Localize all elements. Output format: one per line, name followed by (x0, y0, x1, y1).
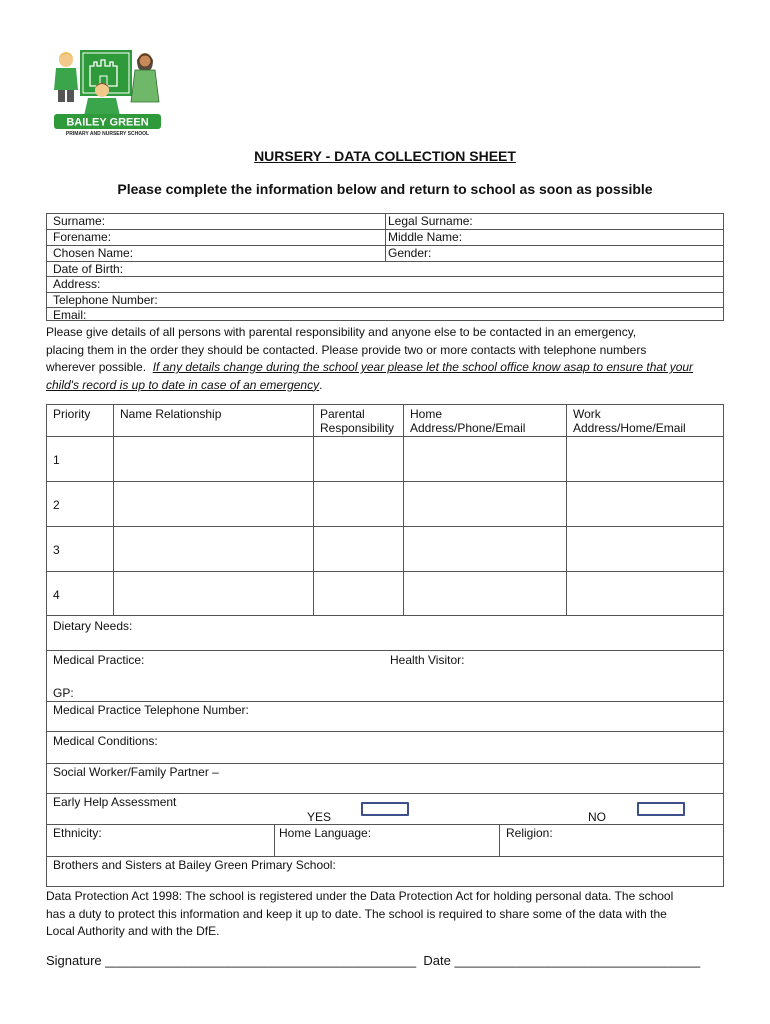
ethnicity-field[interactable]: Ethnicity: (53, 826, 102, 840)
health-visitor-field[interactable]: Health Visitor: (390, 653, 465, 667)
home-language-field[interactable]: Home Language: (279, 826, 372, 840)
medical-practice-field[interactable]: Medical Practice: (53, 653, 145, 667)
header-name-relationship: Name Relationship (120, 407, 222, 421)
instructions-emphasis-cont: child's record is up to date in case of an emergency (46, 377, 320, 392)
header-home-1: Home (410, 407, 443, 421)
header-priority: Priority (53, 407, 91, 421)
contact-row-priority: 2 (53, 498, 60, 512)
social-worker-field[interactable]: Social Worker/Family Partner – (53, 765, 219, 779)
gp-field[interactable]: GP: (53, 686, 74, 700)
header-work-1: Work (573, 407, 601, 421)
page-title: NURSERY - DATA COLLECTION SHEET (254, 148, 516, 164)
siblings-field[interactable]: Brothers and Sisters at Bailey Green Primary School: (53, 858, 336, 872)
data-protection-notice (46, 888, 736, 941)
instructions-line-2: placing them in the order they should be contacted. Please provide two or more contacts with telephone numbers (46, 342, 647, 357)
header-parental-1: Parental (320, 407, 365, 421)
instructions-line-3-plain: wherever possible. (46, 360, 153, 374)
gender-field[interactable]: Gender: (388, 246, 432, 260)
contact-row-priority: 3 (53, 543, 60, 557)
early-help-label: Early Help Assessment (53, 795, 177, 809)
additional-info-table (46, 616, 724, 887)
instructions-emphasis: If any details change during the school year please let the school office know asap to ensure that your (152, 360, 694, 374)
personal-details-table (46, 213, 724, 321)
telephone-field[interactable]: Telephone Number: (53, 293, 158, 307)
medical-phone-field[interactable]: Medical Practice Telephone Number: (53, 703, 249, 717)
surname-field[interactable]: Surname: (53, 214, 106, 228)
forename-field[interactable]: Forename: (53, 230, 112, 244)
instructions-line-4-end: . (319, 377, 323, 392)
early-help-no-label: NO (588, 810, 606, 824)
early-help-yes-checkbox[interactable] (361, 802, 409, 816)
dietary-needs-field[interactable]: Dietary Needs: (53, 619, 133, 633)
page-subtitle: Please complete the information below and return to school as soon as possible (117, 181, 653, 197)
signature-date-line[interactable]: Signature ___________________________________________ Date __________________________________ (46, 953, 701, 968)
contact-row-priority: 4 (53, 588, 60, 602)
logo-school-subtitle: PRIMARY AND NURSERY SCHOOL (65, 131, 150, 137)
medical-conditions-field[interactable]: Medical Conditions: (53, 734, 158, 748)
contact-row-priority: 1 (53, 453, 60, 467)
early-help-no-checkbox[interactable] (637, 802, 685, 816)
instructions-line-1: Please give details of all persons with parental responsibility and anyone else to be contacted in an emergency, (46, 325, 637, 339)
school-logo (50, 46, 165, 138)
logo-school-name: BAILEY GREEN (66, 116, 149, 129)
email-field[interactable]: Email: (53, 308, 87, 322)
emergency-contacts-table (46, 404, 724, 616)
middle-name-field[interactable]: Middle Name: (388, 230, 463, 244)
early-help-yes-label: YES (307, 810, 332, 824)
header-work-2: Address/Home/Email (573, 421, 686, 435)
chosen-name-field[interactable]: Chosen Name: (53, 246, 134, 260)
address-field[interactable]: Address: (53, 277, 101, 291)
legal-surname-field[interactable]: Legal Surname: (388, 214, 473, 228)
header-parental-2: Responsibility (320, 421, 395, 435)
dob-field[interactable]: Date of Birth: (53, 262, 124, 276)
data-protection-line-2: has a duty to protect this information and keep it up to date. The school is required to share some of the data with the (46, 906, 667, 921)
instructions-line-3 (46, 359, 736, 377)
header-home-2: Address/Phone/Email (410, 421, 526, 435)
data-protection-line-1: Data Protection Act 1998: The school is registered under the Data Protection Act for holding personal data. The school (46, 889, 674, 903)
contact-instructions (46, 324, 736, 394)
religion-field[interactable]: Religion: (506, 826, 553, 840)
data-protection-line-3: Local Authority and with the DfE. (46, 924, 220, 938)
